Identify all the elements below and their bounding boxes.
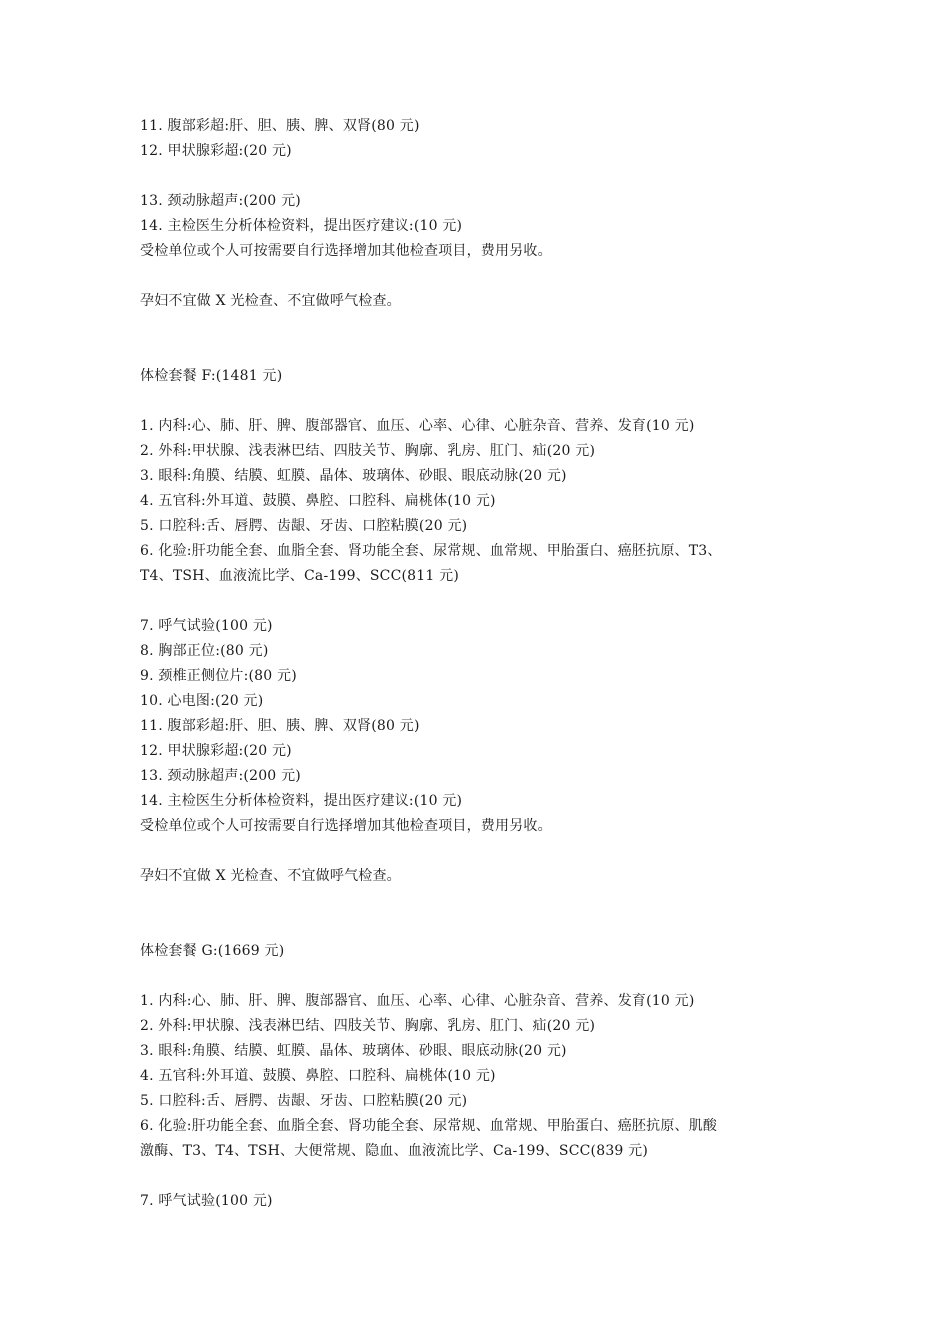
item-line: 7. 呼气试验(100 元) xyxy=(140,618,273,634)
note-line: 孕妇不宜做 X 光检查、不宜做呼气检查。 xyxy=(140,293,401,309)
note-line: 受检单位或个人可按需要自行选择增加其他检查项目，费用另收。 xyxy=(140,243,552,259)
package-g-title: 体检套餐 G:(1669 元) xyxy=(140,943,285,959)
item-line: 10. 心电图:(20 元) xyxy=(140,693,264,709)
note-line: 孕妇不宜做 X 光检查、不宜做呼气检查。 xyxy=(140,868,401,884)
item-line: 2. 外科:甲状腺、浅表淋巴结、四肢关节、胸廓、乳房、肛门、疝(20 元) xyxy=(140,443,596,459)
item-line: 5. 口腔科:舌、唇腭、齿龈、牙齿、口腔粘膜(20 元) xyxy=(140,1093,468,1109)
item-line: 4. 五官科:外耳道、鼓膜、鼻腔、口腔科、扁桃体(10 元) xyxy=(140,1068,496,1084)
item-line: 6. 化验:肝功能全套、血脂全套、肾功能全套、尿常规、血常规、甲胎蛋白、癌胚抗原、T3、 xyxy=(140,543,722,559)
item-line: 13. 颈动脉超声:(200 元) xyxy=(140,768,301,784)
item-line: 激酶、T3、T4、TSH、大便常规、隐血、血液流比学、Ca-199、SCC(839 元) xyxy=(140,1143,649,1159)
item-line: 12. 甲状腺彩超:(20 元) xyxy=(140,743,292,759)
item-line: 1. 内科:心、肺、肝、脾、腹部器官、血压、心率、心律、心脏杂音、营养、发育(10 元) xyxy=(140,418,695,434)
item-line: T4、TSH、血液流比学、Ca-199、SCC(811 元) xyxy=(140,568,460,584)
item-line: 14. 主检医生分析体检资料，提出医疗建议:(10 元) xyxy=(140,793,463,809)
item-line: 11. 腹部彩超:肝、胆、胰、脾、双肾(80 元) xyxy=(140,718,420,734)
item-line: 9. 颈椎正侧位片:(80 元) xyxy=(140,668,297,684)
item-line: 3. 眼科:角膜、结膜、虹膜、晶体、玻璃体、砂眼、眼底动脉(20 元) xyxy=(140,468,567,484)
item-line: 3. 眼科:角膜、结膜、虹膜、晶体、玻璃体、砂眼、眼底动脉(20 元) xyxy=(140,1043,567,1059)
item-line: 5. 口腔科:舌、唇腭、齿龈、牙齿、口腔粘膜(20 元) xyxy=(140,518,468,534)
item-line: 11. 腹部彩超:肝、胆、胰、脾、双肾(80 元) xyxy=(140,118,420,134)
item-line: 4. 五官科:外耳道、鼓膜、鼻腔、口腔科、扁桃体(10 元) xyxy=(140,493,496,509)
item-line: 8. 胸部正位:(80 元) xyxy=(140,643,269,659)
item-line: 7. 呼气试验(100 元) xyxy=(140,1193,273,1209)
document-page xyxy=(140,114,830,1214)
note-line: 受检单位或个人可按需要自行选择增加其他检查项目，费用另收。 xyxy=(140,818,552,834)
item-line: 13. 颈动脉超声:(200 元) xyxy=(140,193,301,209)
item-line: 6. 化验:肝功能全套、血脂全套、肾功能全套、尿常规、血常规、甲胎蛋白、癌胚抗原、肌酸 xyxy=(140,1118,718,1134)
item-line: 1. 内科:心、肺、肝、脾、腹部器官、血压、心率、心律、心脏杂音、营养、发育(10 元) xyxy=(140,993,695,1009)
item-line: 14. 主检医生分析体检资料，提出医疗建议:(10 元) xyxy=(140,218,463,234)
item-line: 12. 甲状腺彩超:(20 元) xyxy=(140,143,292,159)
package-f-title: 体检套餐 F:(1481 元) xyxy=(140,368,283,384)
item-line: 2. 外科:甲状腺、浅表淋巴结、四肢关节、胸廓、乳房、肛门、疝(20 元) xyxy=(140,1018,596,1034)
